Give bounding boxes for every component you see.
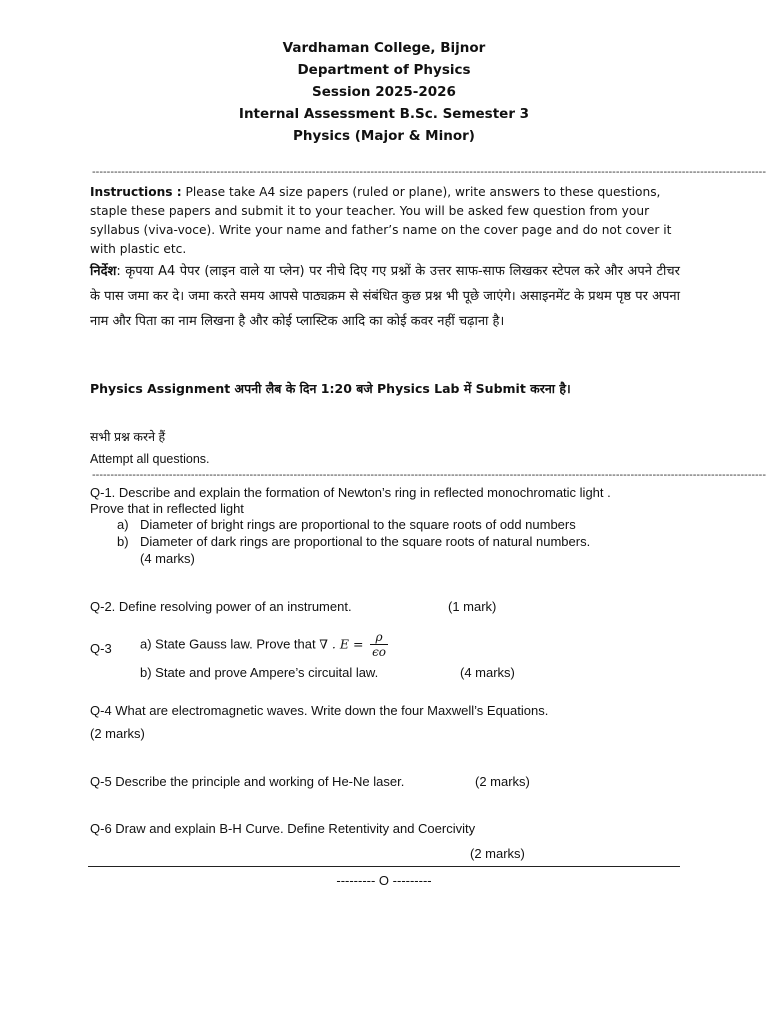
hindi-instructions-text: : कृपया A4 पेपर (लाइन वाले या प्लेन) पर नीचे दिए गए प्रश्नों के उत्तर साफ-साफ लिखकर स्टेपल करे और अपने टीचर के पास जमा कर दे। जमा करते समय आपसे पाठ्यक्रम से संबंधित कुछ प्रश्न भी पूछे जाएंगे। असाइनमेंट के प्रथम पृष्ठ पर अपना नाम और पिता का नाम लिखना है और कोई प्लास्टिक आदि का कोई कवर नहीं चढ़ाना है। <box>90 264 680 329</box>
question-5-marks: (2 marks) <box>475 774 530 789</box>
charge-density-fraction <box>370 630 388 659</box>
dashed-divider: ---------------------------------------------------------------------------------------------------------------------------------------------------------------------------------------- <box>92 166 767 178</box>
paper-header <box>0 37 768 147</box>
attempt-all-hindi: सभी प्रश्न करने हैं <box>90 430 166 444</box>
department-name: Department of Physics <box>297 62 471 78</box>
question-3-a-text: a) State Gauss law. Prove that <box>140 636 316 652</box>
instructions-text: Please take A4 size papers (ruled or plane), write answers to these questions, staple these papers and submit it to your teacher. You will be asked few question from your syllabus (viva-voce). Write your name and father’s name on the cover page and do not cover it with plastic etc. <box>90 185 672 256</box>
question-1-a-marker: a) <box>117 517 129 532</box>
question-2-marks: (1 mark) <box>448 599 497 614</box>
dashed-divider: ---------------------------------------------------------------------------------------------------------------------------------------------------------------------------------------- <box>92 469 767 481</box>
question-1-b-marker: b) <box>117 534 129 549</box>
instructions-english <box>90 183 680 259</box>
question-2-text: Q-2. Define resolving power of an instrument. <box>90 599 352 614</box>
question-1-line-2: Prove that in reflected light <box>90 501 244 516</box>
question-1-line-1: Q-1. Describe and explain the formation of Newton’s ring in reflected monochromatic light . <box>90 485 611 500</box>
question-3-a <box>140 630 388 666</box>
question-6-text: Q-6 Draw and explain B-H Curve. Define Retentivity and Coercivity <box>90 821 476 836</box>
question-4-text: Q-4 What are electromagnetic waves. Write down the four Maxwell’s Equations. <box>90 703 549 718</box>
gauss-law-formula: ∇ . E = <box>319 636 364 652</box>
college-name: Vardhaman College, Bijnor <box>282 40 486 56</box>
assessment-title: Internal Assessment B.Sc. Semester 3 <box>238 106 530 122</box>
end-rule <box>88 866 680 867</box>
question-1-a-text: Diameter of bright rings are proportional to the square roots of odd numbers <box>140 517 576 532</box>
instructions-hindi <box>90 259 680 334</box>
end-marker: --------- O --------- <box>336 873 432 888</box>
question-4-marks: (2 marks) <box>90 726 145 741</box>
fraction-numerator: ρ <box>370 630 388 645</box>
subject-title: Physics (Major & Minor) <box>293 128 475 144</box>
question-3-b-text: b) State and prove Ampere’s circuital law. <box>140 665 379 680</box>
question-5-text: Q-5 Describe the principle and working of He-Ne laser. <box>90 774 405 789</box>
attempt-all-english: Attempt all questions. <box>90 452 210 466</box>
fraction-denominator: ϵo <box>372 645 387 659</box>
question-3-number: Q-3 <box>90 641 112 656</box>
question-3-marks: (4 marks) <box>460 665 515 680</box>
question-1-b-text: Diameter of dark rings are proportional to the square roots of natural numbers. <box>140 534 591 549</box>
submission-notice: Physics Assignment अपनी लैब के दिन 1:20 बजे Physics Lab में Submit करना है। <box>90 381 571 396</box>
question-1-marks: (4 marks) <box>140 551 195 566</box>
hindi-instructions-label: निर्देश <box>90 264 117 279</box>
question-6-marks: (2 marks) <box>470 846 525 861</box>
instructions-label: Instructions : <box>90 185 182 199</box>
session-label: Session 2025-2026 <box>312 84 456 100</box>
